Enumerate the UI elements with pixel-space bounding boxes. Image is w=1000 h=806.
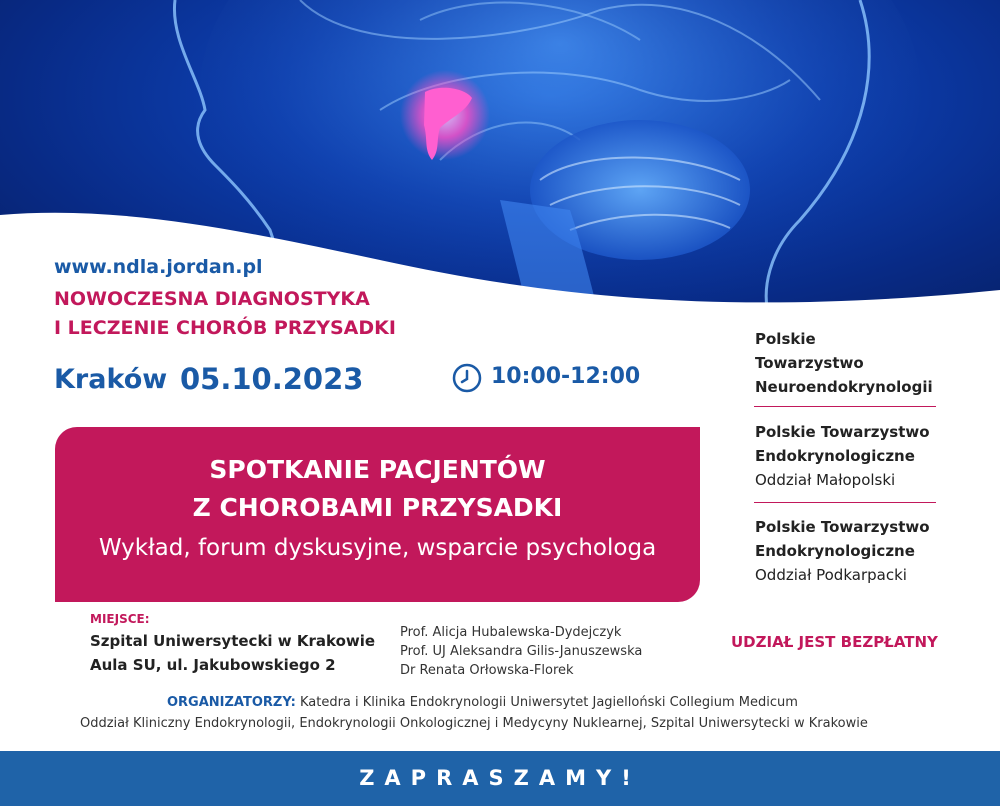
footer-banner [0,751,1000,806]
event-date: 05.10.2023 [180,362,364,396]
speaker-2: Prof. UJ Aleksandra Gilis-Januszewska [400,644,643,659]
society-3 [755,515,930,587]
society-name-line: Endokrynologiczne [755,542,915,560]
place-line2: Aula SU, ul. Jakubowskiego 2 [90,656,336,674]
society-name-line: Neuroendokrynologii [755,378,933,396]
place-label: MIEJSCE: [90,612,150,626]
meeting-title-line2: Z CHOROBAMI PRZYSADKI [192,493,563,522]
clock-icon [451,362,483,394]
speaker-1: Prof. Alicja Hubalewska-Dydejczyk [400,625,622,640]
speaker-3: Dr Renata Orłowska-Florek [400,663,574,678]
organizers-label: ORGANIZATORZY: [167,695,296,710]
website-url[interactable]: www.ndla.jordan.pl [54,256,263,278]
organizers-line1 [167,695,798,710]
society-divider [754,406,936,407]
society-name-line: Endokrynologiczne [755,447,915,465]
meeting-banner [55,427,700,602]
organizers-line2: Oddział Kliniczny Endokrynologii, Endokrynologii Onkologicznej i Medycyny Nuklearnej, Szpital Uniwersytecki w Krakowie [80,716,868,731]
society-name-line: Polskie [755,330,816,348]
society-1 [755,327,933,399]
society-branch: Oddział Małopolski [755,471,896,489]
society-branch: Oddział Podkarpacki [755,566,907,584]
event-city: Kraków [54,364,168,395]
society-divider [754,502,936,503]
meeting-subtitle: Wykład, forum dyskusyjne, wsparcie psychologa [98,535,657,561]
event-time: 10:00-12:00 [491,364,641,389]
meeting-title-line1: SPOTKANIE PACJENTÓW [209,455,546,484]
society-name-line: Polskie Towarzystwo [755,518,930,536]
event-title-line2: I LECZENIE CHORÓB PRZYSADKI [54,317,396,339]
footer-invitation: ZAPRASZAMY! [359,766,641,790]
society-name-line: Polskie Towarzystwo [755,423,930,441]
society-2 [755,420,930,492]
place-line1: Szpital Uniwersytecki w Krakowie [90,632,376,650]
society-name-line: Towarzystwo [755,354,864,372]
event-title-line1: NOWOCZESNA DIAGNOSTYKA [54,288,370,310]
organizers-text: Katedra i Klinika Endokrynologii Uniwersytet Jagielloński Collegium Medicum [299,695,798,710]
free-entry-notice: UDZIAŁ JEST BEZPŁATNY [731,633,938,651]
